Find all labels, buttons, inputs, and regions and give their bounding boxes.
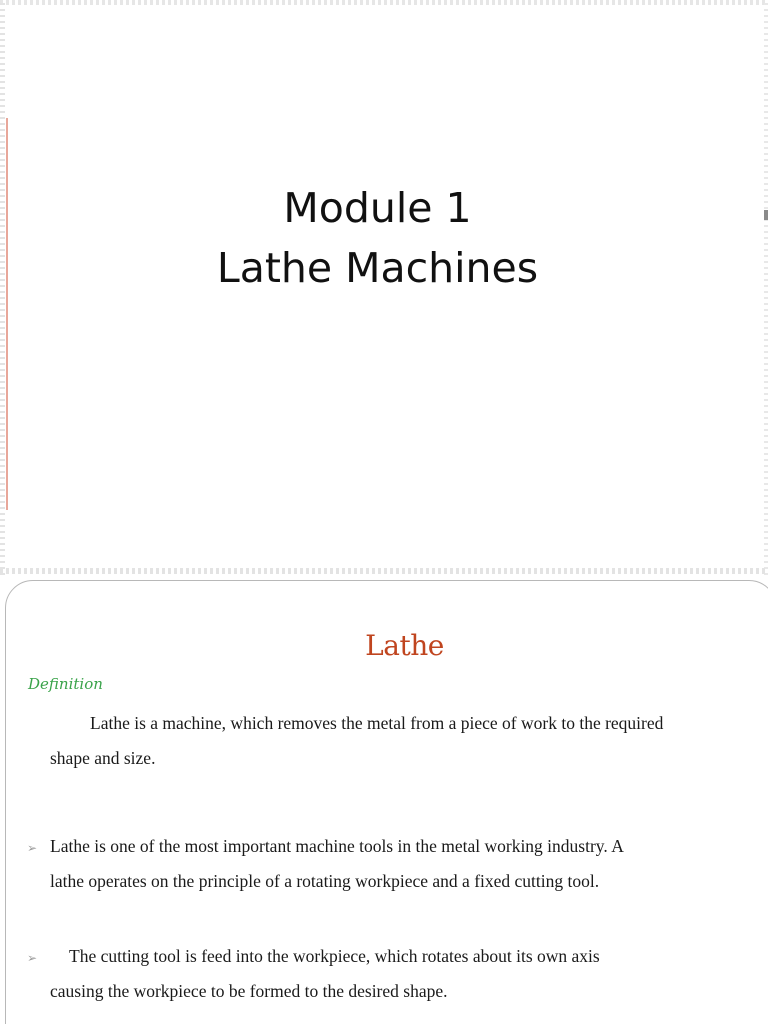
bullet-text-line1: The cutting tool is feed into the workpiece, which rotates about its own axis: [69, 946, 600, 966]
definition-label: Definition: [28, 675, 103, 693]
bullet-text-line2: lathe operates on the principle of a rotating workpiece and a fixed cutting tool.: [50, 871, 600, 891]
slide-border-bottom: [0, 568, 768, 574]
content-slide: [5, 580, 768, 1024]
definition-text-line1: Lathe is a machine, which removes the metal from a piece of work to the required: [90, 713, 664, 733]
bullet-text-line1: Lathe is one of the most important machine tools in the metal working industry. A: [50, 836, 624, 856]
bullet-arrow-icon: ➢: [27, 841, 38, 855]
bullet-text-line2: causing the workpiece to be formed to the desired shape.: [50, 981, 448, 1001]
scroll-marker: [764, 210, 768, 220]
slide-heading: Lathe: [365, 629, 444, 662]
subject-title: Lathe Machines: [216, 244, 539, 292]
decorative-rule: [6, 118, 8, 510]
definition-text-line2: shape and size.: [50, 748, 156, 768]
bullet-arrow-icon: ➢: [27, 951, 38, 965]
slide-border-right: [764, 0, 768, 575]
slide-title: [0, 178, 755, 298]
module-title: Module 1: [283, 184, 472, 232]
slide-border-top: [0, 0, 768, 5]
